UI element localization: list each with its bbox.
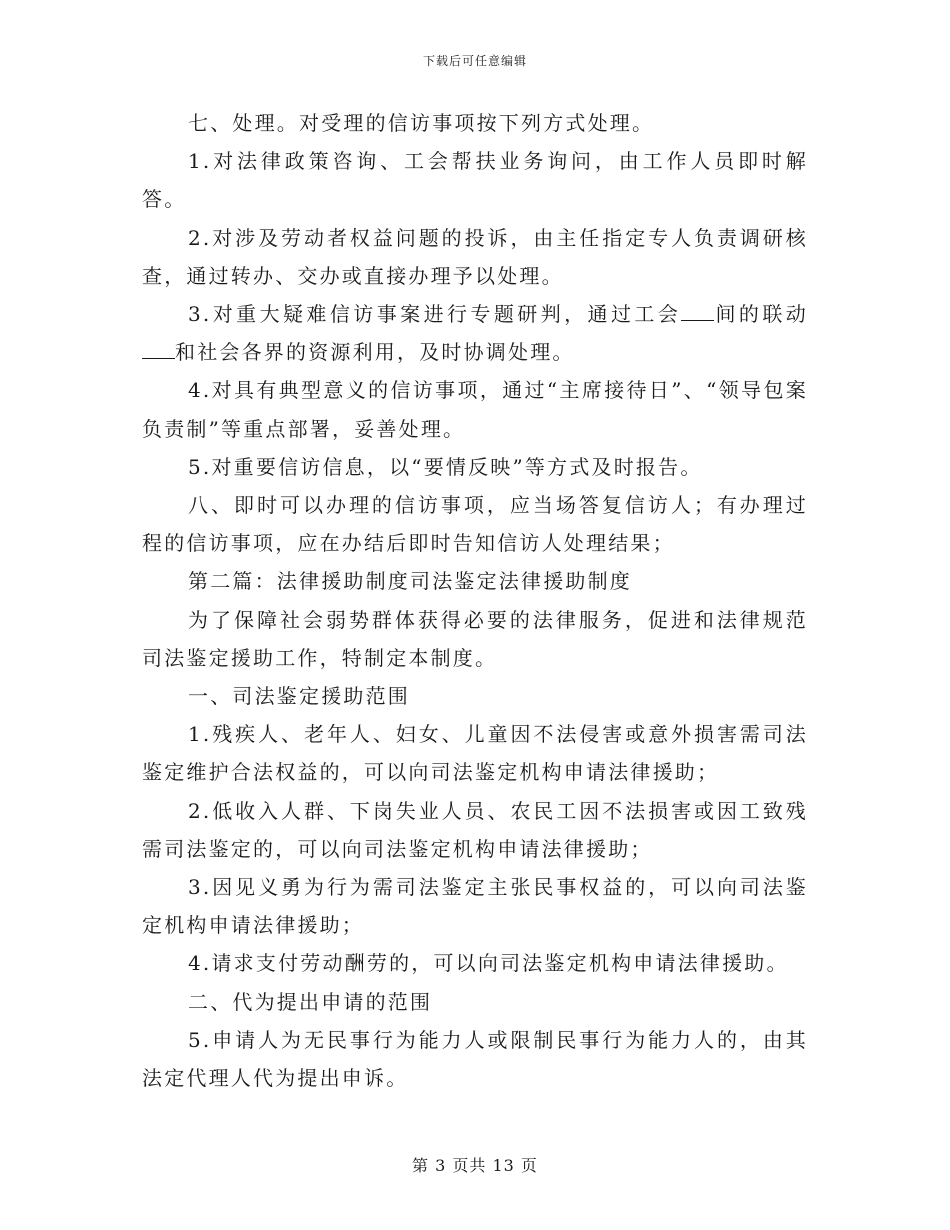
scope-item-3: 3.因见义勇为行为需司法鉴定主张民事权益的，可以向司法鉴定机构申请法律援助； [142, 875, 808, 938]
document-body [142, 104, 808, 1097]
list-item-3-text-a: 3.对重大疑难信访事案进行专题研判，通过工会 [188, 302, 682, 327]
list-item-1: 1.对法律政策咨询、工会帮扶业务询问，由工作人员即时解答。 [142, 149, 808, 212]
section-heading-scope: 一、司法鉴定援助范围 [188, 684, 410, 709]
list-item-3-text-b: 间的联动 [714, 302, 808, 327]
list-item-3-text-c: 和社会各界的资源利用，及时协调处理。 [175, 340, 575, 365]
chapter-title: 第二篇：法律援助制度司法鉴定法律援助制度 [188, 569, 632, 594]
scope-item-2: 2.低收入人群、下岗失业人员、农民工因不法损害或因工致残需司法鉴定的，可以向司法鉴定机构申请法律援助； [142, 798, 808, 861]
intro-paragraph: 为了保障社会弱势群体获得必要的法律服务，促进和法律规范司法鉴定援助工作，特制定本制度。 [142, 607, 808, 670]
fill-in-blank [681, 302, 714, 321]
fill-in-blank [142, 340, 175, 359]
list-item-4: 4.对具有典型意义的信访事项，通过“主席接待日”、“领导包案负责制”等重点部署，妥善处理。 [142, 378, 808, 441]
list-item-5: 5.对重要信访信息，以“要情反映”等方式及时报告。 [188, 454, 703, 479]
list-item-2: 2.对涉及劳动者权益问题的投诉，由主任指定专人负责调研核查，通过转办、交办或直接办理予以处理。 [142, 225, 808, 288]
proxy-item-5: 5.申请人为无民事行为能力人或限制民事行为能力人的，由其法定代理人代为提出申诉。 [142, 1027, 808, 1091]
page-header-note: 下载后可任意编辑 [422, 54, 527, 68]
section-heading-proxy: 二、代为提出申请的范围 [188, 989, 433, 1014]
list-item-3 [142, 295, 808, 371]
scope-item-4: 4.请求支付劳动酬劳的，可以向司法鉴定机构申请法律援助。 [188, 951, 789, 976]
scope-item-1: 1.残疾人、老年人、妇女、儿童因不法侵害或意外损害需司法鉴定维护合法权益的，可以向司法鉴定机构申请法律援助； [142, 722, 808, 785]
section-eight-paragraph: 八、即时可以办理的信访事项，应当场答复信访人；有办理过程的信访事项，应在办结后即时告知信访人处理结果； [142, 493, 808, 556]
section-heading-handling: 七、处理。对受理的信访事项按下列方式处理。 [188, 111, 655, 135]
page-number: 第 3 页共 13 页 [412, 1156, 538, 1175]
